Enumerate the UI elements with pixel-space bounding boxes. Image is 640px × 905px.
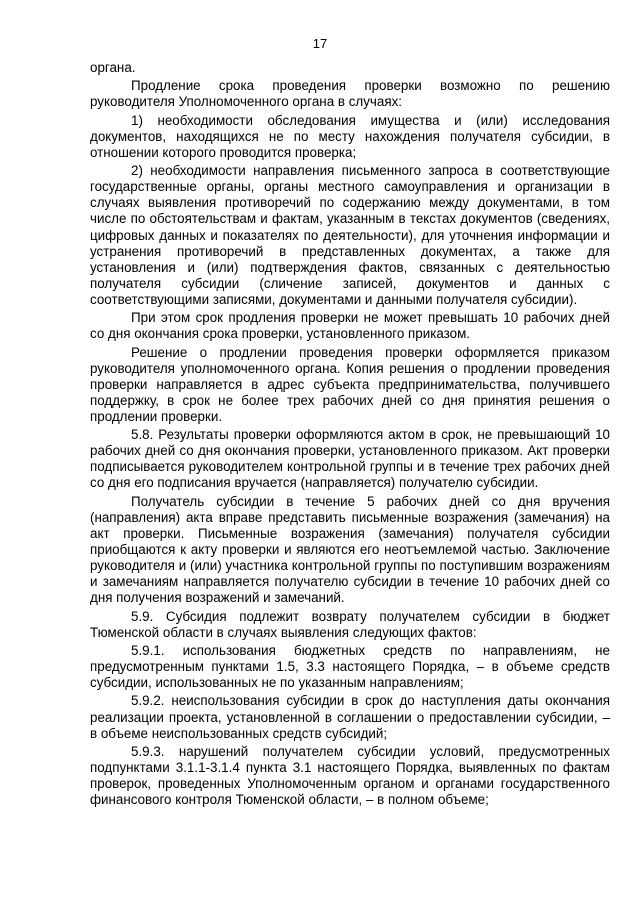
paragraph-continuation: органа. — [90, 60, 136, 75]
paragraph-5-9-2: 5.9.2. неиспользования субсидии в срок до наступления даты окончания реализации проекта, установленной в соглашении о предоставлении субсидии, – в объеме неиспользованных средств субсидий; — [90, 693, 610, 741]
paragraph-extension-decision: Решение о продлении проведения проверки оформляется приказом руководителя уполномоченного органа. Копия решения о продлении проведения проверки направляется в адрес субъекта предпринимательства, получившего поддержку, в срок не более трех рабочих дней со дня принятия решения о продлении проверки. — [90, 344, 610, 424]
page-number: 17 — [312, 36, 328, 51]
paragraph-extension-grounds: Продление срока проведения проверки возможно по решению руководителя Уполномоченного органа в случаях: — [90, 78, 610, 110]
document-body — [90, 60, 610, 810]
paragraph-item-1: 1) необходимости обследования имущества и (или) исследования документов, находящихся не по месту нахождения получателя субсидии, в отношении которого проводится проверка; — [90, 112, 610, 160]
paragraph-5-9-1: 5.9.1. использования бюджетных средств по направлениям, не предусмотренным пунктами 1.5, 3.3 настоящего Порядка, – в объеме средств субсидии, использованных не по указанным направлениям; — [90, 642, 610, 691]
paragraph-5-8: 5.8. Результаты проверки оформляются актом в срок, не превышающий 10 рабочих дней со дня окончания проверки, установленного приказом. Акт проверки подписывается руководителем контрольной группы и в течение трех рабочих дней со дня его подписания вручается (направляется) получателю субсидии. — [90, 427, 610, 491]
paragraph-extension-limit: При этом срок продления проверки не может превышать 10 рабочих дней со дня окончания срока проверки, установленного приказом. — [90, 310, 610, 342]
paragraph-item-2: 2) необходимости направления письменного запроса в соответствующие государственные органы, органы местного самоуправления и организации в случаях выявления противоречий по содержанию между документами, в том числе по обстоятельствам и фактам, указанным в текстах документов (сведениях, цифровых данных и показателях по деятельности), для уточнения информации и устранения противоречий в представленных документах, а также для установления и (или) подтверждения фактов, связанных с деятельностью получателя субсидии (сличение записей, документов и данных с соответствующими записями, документами и данными получателя субсидии). — [90, 163, 610, 307]
paragraph-5-9: 5.9. Субсидия подлежит возврату получателем субсидии в бюджет Тюменской области в случаях выявления следующих фактов: — [90, 608, 610, 640]
paragraph-objections: Получатель субсидии в течение 5 рабочих дней со дня вручения (направления) акта вправе представить письменные возражения (замечания) на акт проверки. Письменные возражения (замечания) получателя субсидии приобщаются к акту проверки и являются его неотъемлемой частью. Заключение руководителя и (или) участника контрольной группы по поступившим возражениям и замечаниям направляется получателю субсидии в течение 10 рабочих дней со дня получения возражений и замечаний. — [90, 493, 610, 606]
paragraph-5-9-3: 5.9.3. нарушений получателем субсидии условий, предусмотренных подпунктами 3.1.1-3.1.4 пункта 3.1 настоящего Порядка, выявленных по фактам проверок, проведенных Уполномоченным органом и органами государственного финансового контроля Тюменской области, – в полном объеме; — [90, 743, 610, 808]
